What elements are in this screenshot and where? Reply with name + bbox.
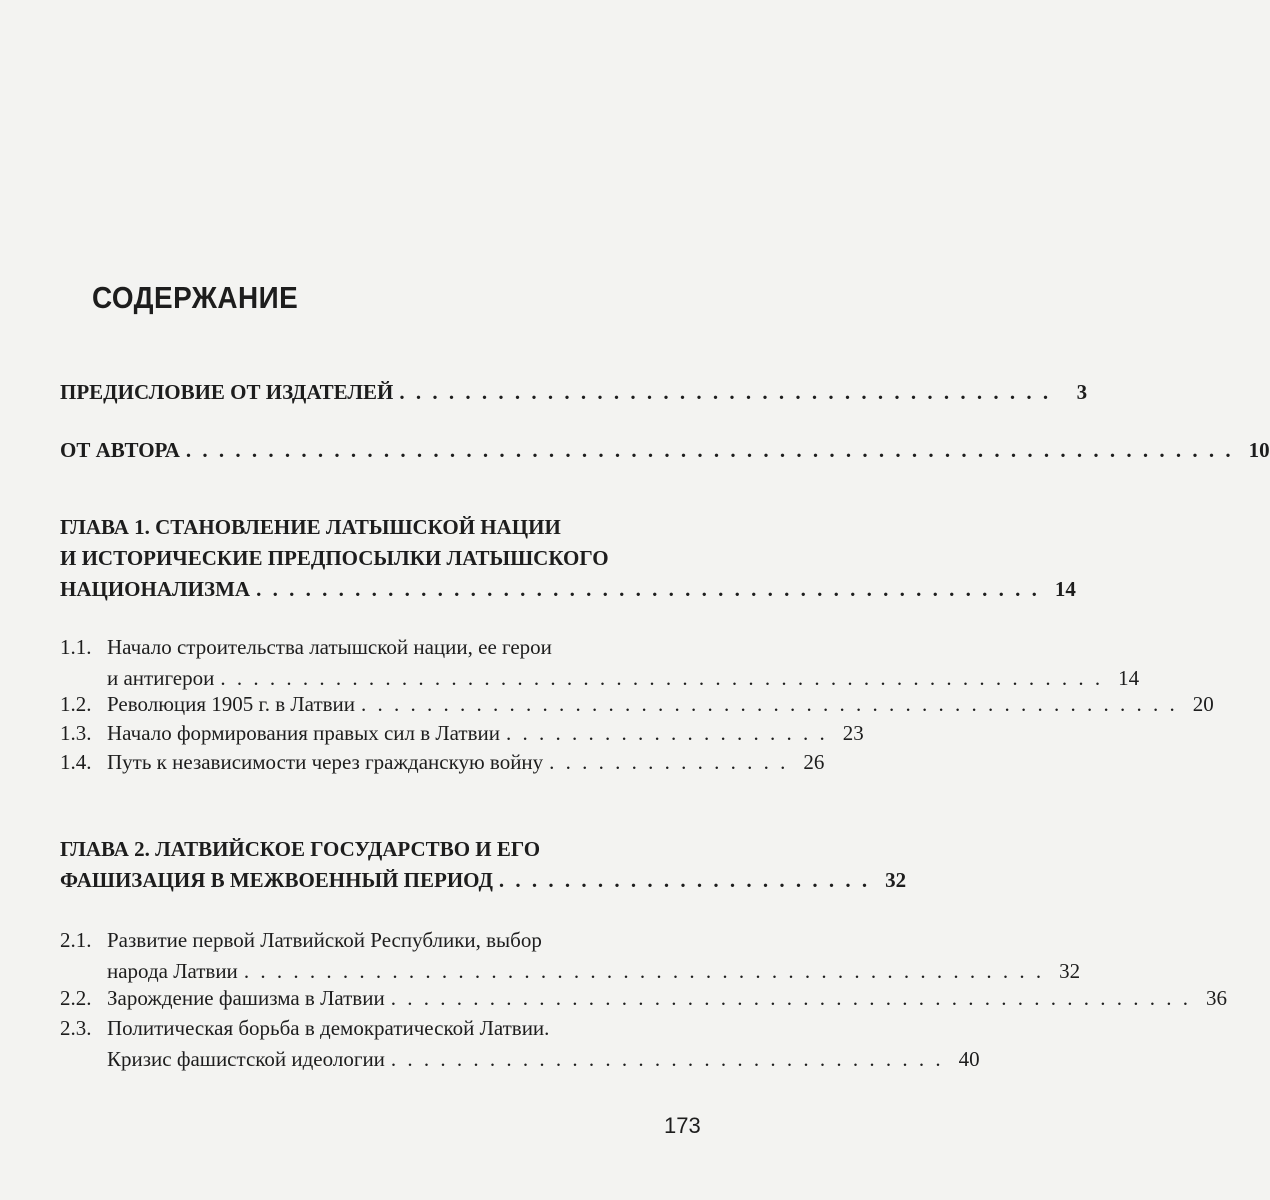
toc-entry-title-line: Зарождение фашизма в Латвии — [107, 986, 385, 1010]
toc-entry-page: 20 — [1192, 692, 1214, 716]
toc-entry-title-line: народа Латвии — [107, 959, 238, 983]
toc-entry-page: 14 — [1054, 577, 1076, 601]
dot-leader: . . . . . . . . . . . . . . . . . . . . . . . . . . . . . . . . . . . . . . . . . . . . . . . . — [256, 577, 1040, 601]
dot-leader: . . . . . . . . . . . . . . . . . . . . . . . — [498, 868, 871, 892]
dot-leader: . . . . . . . . . . . . . . . . . . . . . . . . . . . . . . . . . . . . . . . . . . . . . . . . . . . . . . . . . . . . . . . . — [185, 438, 1234, 462]
section-number: 1.1. — [60, 635, 92, 659]
toc-entry-title: ПРЕДИСЛОВИЕ ОТ ИЗДАТЕЛЕЙ — [60, 380, 394, 404]
toc-entry-page: 40 — [958, 1047, 980, 1071]
toc-entry-page: 14 — [1118, 666, 1140, 690]
toc-entry-preface — [60, 377, 1088, 408]
toc-entry-title-line: Кризис фашистской идеологии — [107, 1047, 385, 1071]
toc-entry-page: 10 — [1248, 438, 1270, 462]
toc-entry-title-line: ФАШИЗАЦИЯ В МЕЖВОЕННЫЙ ПЕРИОД — [60, 868, 493, 892]
dot-leader: . . . . . . . . . . . . . . . . . . . . . . . . . . . . . . . . . . . . . . . . . . . . . . . . . — [243, 959, 1045, 983]
toc-entry-section-1-1 — [60, 632, 1140, 694]
toc-entry-page: 32 — [885, 868, 907, 892]
toc-entry-chapter-1 — [60, 512, 1076, 605]
section-number: 2.2. — [60, 986, 92, 1010]
toc-entry-title-line: ГЛАВА 2. ЛАТВИЙСКОЕ ГОСУДАРСТВО И ЕГО — [60, 837, 541, 861]
toc-entry-title-line: Начало строительства латышской нации, ее герои — [107, 635, 552, 659]
toc-entry-page: 23 — [842, 721, 864, 745]
toc-entry-section-1-3 — [60, 718, 864, 749]
dot-leader: . . . . . . . . . . . . . . . . . . . . . . . . . . . . . . . . . . . . . . . . . . . . . . . . . . — [361, 692, 1178, 716]
dot-leader: . . . . . . . . . . . . . . . . . . . . — [505, 721, 828, 745]
toc-entry-title-line: Политическая борьба в демократической Латвии. — [107, 1016, 550, 1040]
toc-entry-title-line: ГЛАВА 1. СТАНОВЛЕНИЕ ЛАТЫШСКОЙ НАЦИИ — [60, 515, 561, 539]
toc-entry-title-line: Путь к независимости через гражданскую войну — [107, 750, 544, 774]
toc-entry-chapter-2 — [60, 834, 907, 896]
toc-entry-section-2-1 — [60, 925, 1081, 987]
section-number: 1.2. — [60, 692, 92, 716]
page-number: 173 — [664, 1113, 701, 1138]
section-number: 1.4. — [60, 750, 92, 774]
dot-leader: . . . . . . . . . . . . . . . . . . . . . . . . . . . . . . . . . . . . . . . . . . . . . . . . . . . . . . — [220, 666, 1104, 690]
page-title: СОДЕРЖАНИЕ — [92, 280, 299, 315]
toc-entry-title-line: и антигерои — [107, 666, 215, 690]
toc-entry-section-2-3 — [60, 1013, 980, 1075]
dot-leader: . . . . . . . . . . . . . . . . . . . . . . . . . . . . . . . . . . . . . . . . . . . . . . . . . — [390, 986, 1191, 1010]
dot-leader: . . . . . . . . . . . . . . . — [549, 750, 789, 774]
toc-entry-title-line: НАЦИОНАЛИЗМА — [60, 577, 251, 601]
toc-entry-author — [60, 435, 1270, 466]
toc-entry-title: ОТ АВТОРА — [60, 438, 180, 462]
toc-entry-title-line: Развитие первой Латвийской Республики, выбор — [107, 928, 542, 952]
toc-entry-page: 26 — [803, 750, 825, 774]
section-number: 1.3. — [60, 721, 92, 745]
toc-entry-page: 3 — [1076, 380, 1088, 404]
section-number: 2.3. — [60, 1016, 92, 1040]
toc-entry-title-line: Начало формирования правых сил в Латвии — [107, 721, 500, 745]
toc-entry-section-2-2 — [60, 983, 1227, 1014]
toc-entry-title-line: Революция 1905 г. в Латвии — [107, 692, 356, 716]
toc-entry-page: 32 — [1059, 959, 1081, 983]
dot-leader: . . . . . . . . . . . . . . . . . . . . . . . . . . . . . . . . . . — [390, 1047, 944, 1071]
toc-entry-title-line: И ИСТОРИЧЕСКИЕ ПРЕДПОСЫЛКИ ЛАТЫШСКОГО — [60, 546, 609, 570]
section-number: 2.1. — [60, 928, 92, 952]
toc-entry-page: 36 — [1205, 986, 1227, 1010]
dot-leader: . . . . . . . . . . . . . . . . . . . . . . . . . . . . . . . . . . . . . . . . — [399, 380, 1052, 404]
toc-entry-section-1-2 — [60, 689, 1214, 720]
toc-entry-section-1-4 — [60, 747, 825, 778]
